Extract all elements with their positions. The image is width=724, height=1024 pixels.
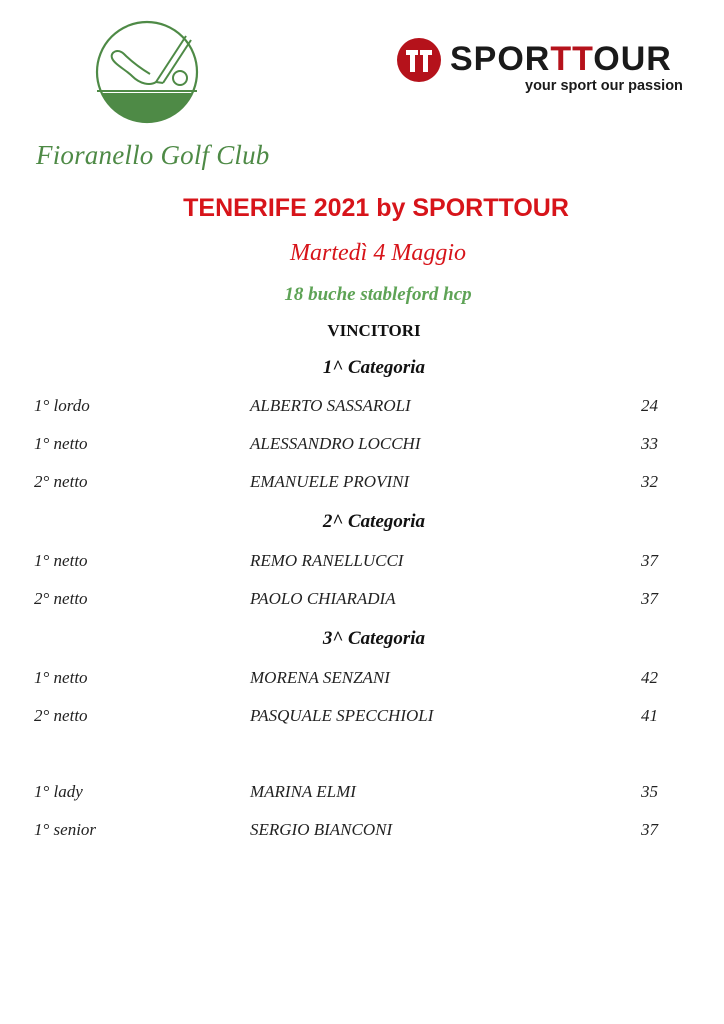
- event-date: Martedì 4 Maggio: [290, 240, 466, 266]
- event-format: 18 buche stableford hcp: [284, 284, 472, 305]
- position-label: 2° netto: [34, 706, 88, 725]
- category-heading: 3^ Categoria: [322, 628, 426, 649]
- wordmark-part: SPOR: [450, 40, 551, 78]
- golf-club-and-ball-icon: [92, 20, 202, 124]
- table-row: [0, 396, 724, 420]
- table-row: [0, 782, 724, 806]
- table-row: [0, 668, 724, 692]
- player-score: 37: [641, 551, 658, 570]
- player-score: 35: [641, 782, 658, 801]
- position-label: 1° lady: [34, 782, 83, 801]
- player-score: 42: [641, 668, 658, 687]
- event-title: TENERIFE 2021 by SPORTTOUR: [183, 194, 569, 222]
- table-row: [0, 706, 724, 730]
- winners-heading: VINCITORI: [327, 321, 421, 340]
- table-row: [0, 434, 724, 458]
- table-row: [0, 472, 724, 496]
- position-label: 1° lordo: [34, 396, 90, 415]
- player-score: 32: [641, 472, 658, 491]
- player-name: MARINA ELMI: [250, 782, 356, 801]
- player-name: SERGIO BIANCONI: [250, 820, 393, 839]
- player-name: ALESSANDRO LOCCHI: [250, 434, 421, 453]
- sponsor-tagline: your sport our passion: [525, 78, 683, 94]
- player-name: PASQUALE SPECCHIOLI: [250, 706, 434, 725]
- position-label: 1° netto: [34, 551, 88, 570]
- position-label: 2° netto: [34, 589, 88, 608]
- sporttour-logo: [397, 38, 697, 98]
- position-label: 1° netto: [34, 668, 88, 687]
- player-name: PAOLO CHIARADIA: [250, 589, 396, 608]
- player-name: EMANUELE PROVINI: [250, 472, 410, 491]
- player-name: REMO RANELLUCCI: [250, 551, 404, 570]
- category-heading: 1^ Categoria: [322, 357, 426, 378]
- category-heading: 2^ Categoria: [322, 511, 426, 532]
- tt-monogram-icon: [397, 38, 441, 82]
- club-name: Fioranello Golf Club: [36, 140, 270, 170]
- position-label: 1° netto: [34, 434, 88, 453]
- player-score: 24: [641, 396, 658, 415]
- table-row: [0, 820, 724, 844]
- sporttour-wordmark: [450, 39, 672, 79]
- table-row: [0, 589, 724, 613]
- player-name: ALBERTO SASSAROLI: [250, 396, 411, 415]
- player-score: 37: [641, 820, 658, 839]
- position-label: 2° netto: [34, 472, 88, 491]
- player-name: MORENA SENZANI: [250, 668, 390, 687]
- wordmark-part: OUR: [593, 40, 672, 78]
- position-label: 1° senior: [34, 820, 97, 839]
- table-row: [0, 551, 724, 575]
- golf-club-logo: [92, 20, 202, 124]
- player-score: 33: [641, 434, 658, 453]
- wordmark-part-red: TT: [550, 40, 594, 78]
- player-score: 41: [641, 706, 658, 725]
- player-score: 37: [641, 589, 658, 608]
